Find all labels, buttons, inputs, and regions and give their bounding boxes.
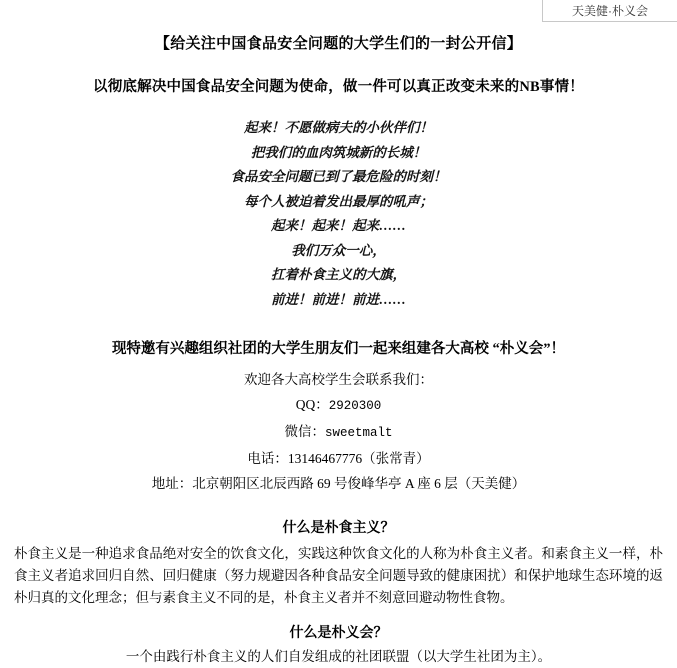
poem-line: 每个人被迫着发出最厚的吼声； [244,193,433,209]
poem-line: 把我们的血肉筑城新的长城！ [250,144,427,160]
poem-line: 扛着朴食主义的大旗， [271,267,406,283]
contact-address [0,471,677,497]
contact-address-label: 地址： [151,476,193,492]
contact-wechat-label: 微信： [284,423,325,439]
invitation-text: 现特邀有兴趣组织社团的大学生朋友们一起来组建各大高校 “朴义会”！ [111,340,566,357]
section-heading-pushizhuyi: 什么是朴食主义？ [282,520,395,536]
page-subtitle: 以彻底解决中国食品安全问题为使命，做一件可以真正改变未来的NB事情！ [93,79,584,95]
section-heading-puyihui: 什么是朴义会？ [289,625,388,641]
poem-line: 前进！前进！前进…… [271,291,406,307]
section-paragraph-puyihui: 一个由践行朴食主义的人们自发组成的社团联盟（以大学生社团为主）。 [125,648,552,664]
contact-phone-label: 电话： [247,450,288,466]
contact-phone-value: 13146467776（张常青） [287,450,430,466]
poem-line: 起来！不愿做病夫的小伙伴们！ [244,120,433,135]
contact-wechat [0,419,677,446]
contact-block [0,367,677,497]
poem-block [0,116,677,313]
poem-line: 起来！起来！起来…… [271,218,406,234]
contact-qq-label: QQ： [295,397,329,413]
contact-qq-value: 2920300 [328,399,382,414]
page-title: 【给关注中国食品安全问题的大学生们的一封公开信】 [154,36,523,52]
poem-line: 我们万众一心， [291,242,386,258]
contact-address-value: 北京朝阳区北辰西路 69 号俊峰华亭 A 座 6 层（天美健） [192,476,526,492]
section-paragraph-pushizhuyi: 朴食主义是一种追求食品绝对安全的饮食文化，实践这种饮食文化的人称为朴食主义者。和素食主义一样，朴食主义者追求回归自然、回归健康（努力规避因各种食品安全问题导致的健康困扰）和保护地球生态环境的返朴归真的文化理念；但与素食主义不同的是，朴食主义者并不刻意回避动物性食物。 [14,545,663,606]
contact-wechat-value: sweetmalt [324,425,393,440]
contact-qq [0,392,677,419]
browser-tab-label: 天美健·朴义会 [572,4,648,18]
contact-intro: 欢迎各大高校学生会联系我们： [244,371,433,387]
poem-line: 食品安全问题已到了最危险的时刻！ [230,169,447,185]
contact-phone [0,446,677,472]
